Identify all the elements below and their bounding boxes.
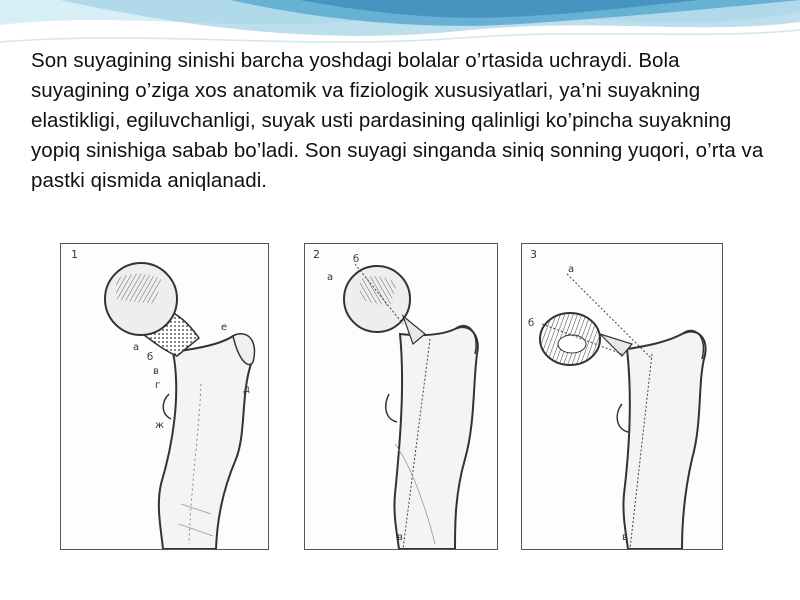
- label-b: б: [528, 318, 535, 329]
- label-v: в: [397, 532, 403, 543]
- label-e: е: [221, 322, 228, 333]
- label-a: а: [327, 272, 334, 283]
- label-g: г: [155, 380, 161, 391]
- figure-panel-1: [60, 243, 269, 550]
- figure-panel-3: [521, 243, 723, 550]
- label-a: а: [568, 264, 575, 275]
- panel-number: 1: [71, 248, 78, 261]
- femur-drawing-2: [305, 244, 497, 549]
- label-a: а: [133, 342, 140, 353]
- femur-fracture-illustration: [56, 231, 772, 556]
- label-b: б: [147, 352, 154, 363]
- label-zh: ж: [155, 420, 165, 431]
- figure-panel-2: [304, 243, 498, 550]
- femur-drawing-3: [522, 244, 722, 549]
- panel-number: 3: [530, 248, 537, 261]
- label-d: д: [243, 384, 250, 395]
- femur-drawing-1: [61, 244, 268, 549]
- label-b: б: [353, 254, 360, 265]
- label-v: в: [622, 532, 628, 543]
- label-v: в: [153, 366, 159, 377]
- panel-number: 2: [313, 248, 320, 261]
- slide-paragraph: Son suyagining sinishi barcha yoshdagi bolalar o’rtasida uchraydi. Bola suyagining o’ziga xos anatomik va fiziologik xususiyatlari, ya’ni suyakning elastikligi, egiluvchanligi, suyak usti pardasining qalinligi ko’pincha suyakning yopiq sinishiga sabab bo’ladi. Son suyagi singanda siniq sonning yuqori, o’rta va pastki qismida aniqlanadi.: [31, 49, 764, 192]
